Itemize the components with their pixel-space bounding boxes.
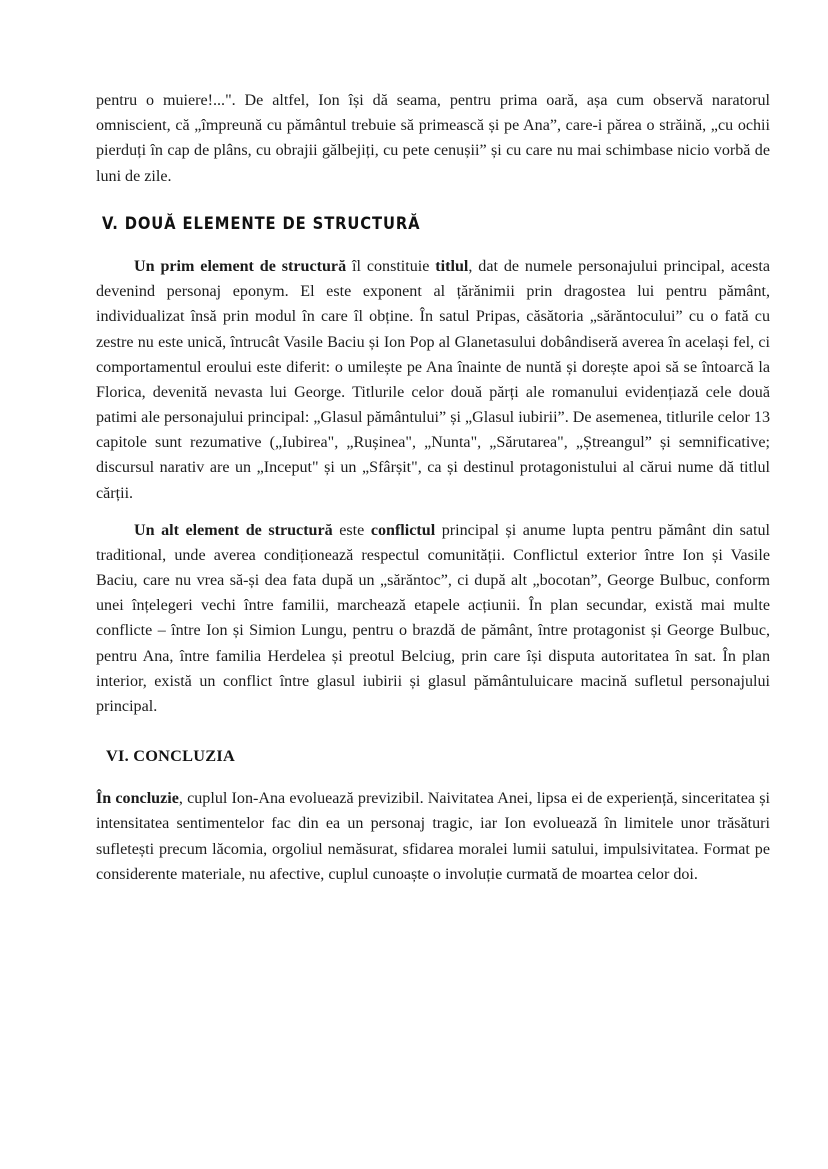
heading-section-vi: VI. CONCLUZIA	[106, 746, 235, 766]
text-structura-1-rest: , dat de numele personajului principal, acesta devenind personaj eponym. El este exponent al țărănimii prin dragostea lui pentru pământ, individualizat însă prin modul în care îl obține. În satul Pripas, căsătoria „sărăntocului” cu o fată cu zestre nu este unică, întrucât Vasile Baciu și Ion Pop al Glanetasului dobândiseră averea în același fel, ci comportamentul eroului este diferit: o umilește pe Ana înainte de nuntă și dorește apoi să se întoarcă la Florica, devenită nevasta lui George. Titlurile celor două părți ale romanului evidențiază cele două patimi ale personajului principal: „Glasul pământului” și „Glasul iubirii”. De asemenea, titlurile celor 13 capitole sunt rezumative („Iubirea", „Rușinea", „Nunta", „Sărutarea", „Ștreangul” și semnificative; discursul narativ are un „Inceput" și un „Sfârșit", ca și destinul protagonistului al cărui nume dă titlul cărții.	[96, 258, 770, 502]
bold-conflictul: conflictul	[370, 521, 436, 539]
spacer-between-paragraphs-1	[96, 506, 770, 518]
paragraph-intro-continuation: pentru o muiere!...". De altfel, Ion își dă seama, pentru prima oară, așa cum observă naratorul omniscient, că „împreună cu pământul trebuie să primească și pe Ana”, care-i părea o străină, „cu ochii pierduți în cap de plâns, cu obrajii gălbejiți, cu pete cenușii” și cu care nu mai schimbase nicio vorbă de luni de zile.	[96, 92, 770, 185]
spacer-before-heading-v	[96, 189, 770, 213]
paragraph-structura-2	[96, 518, 770, 719]
text-concluzie-rest: , cuplul Ion-Ana evoluează previzibil. Naivitatea Anei, lipsa ei de experiență, sinceritatea și intensitatea sentimentelor fac din ea un personaj tragic, iar Ion evoluează în limitele unor trăsături sufletești precum lăcomia, orgoliul nemăsurat, sfidarea moralei lumii satului, impulsivitatea. Format pe considerente materiale, nu afective, cuplul cunoaște o involuție curmată de moartea celor doi.	[96, 790, 770, 883]
paragraph-structura-1	[96, 254, 770, 506]
paragraph-concluzie	[96, 786, 770, 887]
document-text-column	[96, 88, 770, 887]
spacer-before-heading-vi	[96, 719, 770, 745]
text-structura-2-mid: este	[332, 521, 371, 539]
spacer-after-heading-vi	[96, 766, 770, 786]
spacer-after-heading-v	[96, 234, 770, 254]
text-structura-2-rest: principal și anume lupta pentru pământ din satul traditional, unde averea condiționează respectul comunității. Conflictul exterior între Ion și Vasile Baciu, care nu vrea să-și dea fata după un „sărăntoc”, ci după alt „bocotan”, George Bulbuc, conform unei înțelegeri vechi între familii, marchează etapele acțiunii. În plan secundar, există mai multe conflicte – între Ion și Simion Lungu, pentru o brazdă de pământ, între protagonist și George Bulbuc, pentru Ana, între familia Herdelea și preotul Belciug, prin care își disputa autoritatea în sat. În plan interior, există un conflict între glasul iubirii și glasul pământuluicare macină sufletul personajului principal.	[96, 521, 770, 715]
lead-bold-structura-2: Un alt element de structură	[134, 521, 333, 539]
lead-bold-concluzie: În concluzie	[96, 790, 179, 808]
lead-bold-structura-1: Un prim element de structură	[134, 258, 347, 276]
heading-section-v: V. DOUĂ ELEMENTE DE STRUCTURĂ	[102, 213, 421, 233]
bold-titlul: titlul	[435, 258, 469, 276]
text-structura-1-mid: îl constituie	[346, 258, 436, 276]
